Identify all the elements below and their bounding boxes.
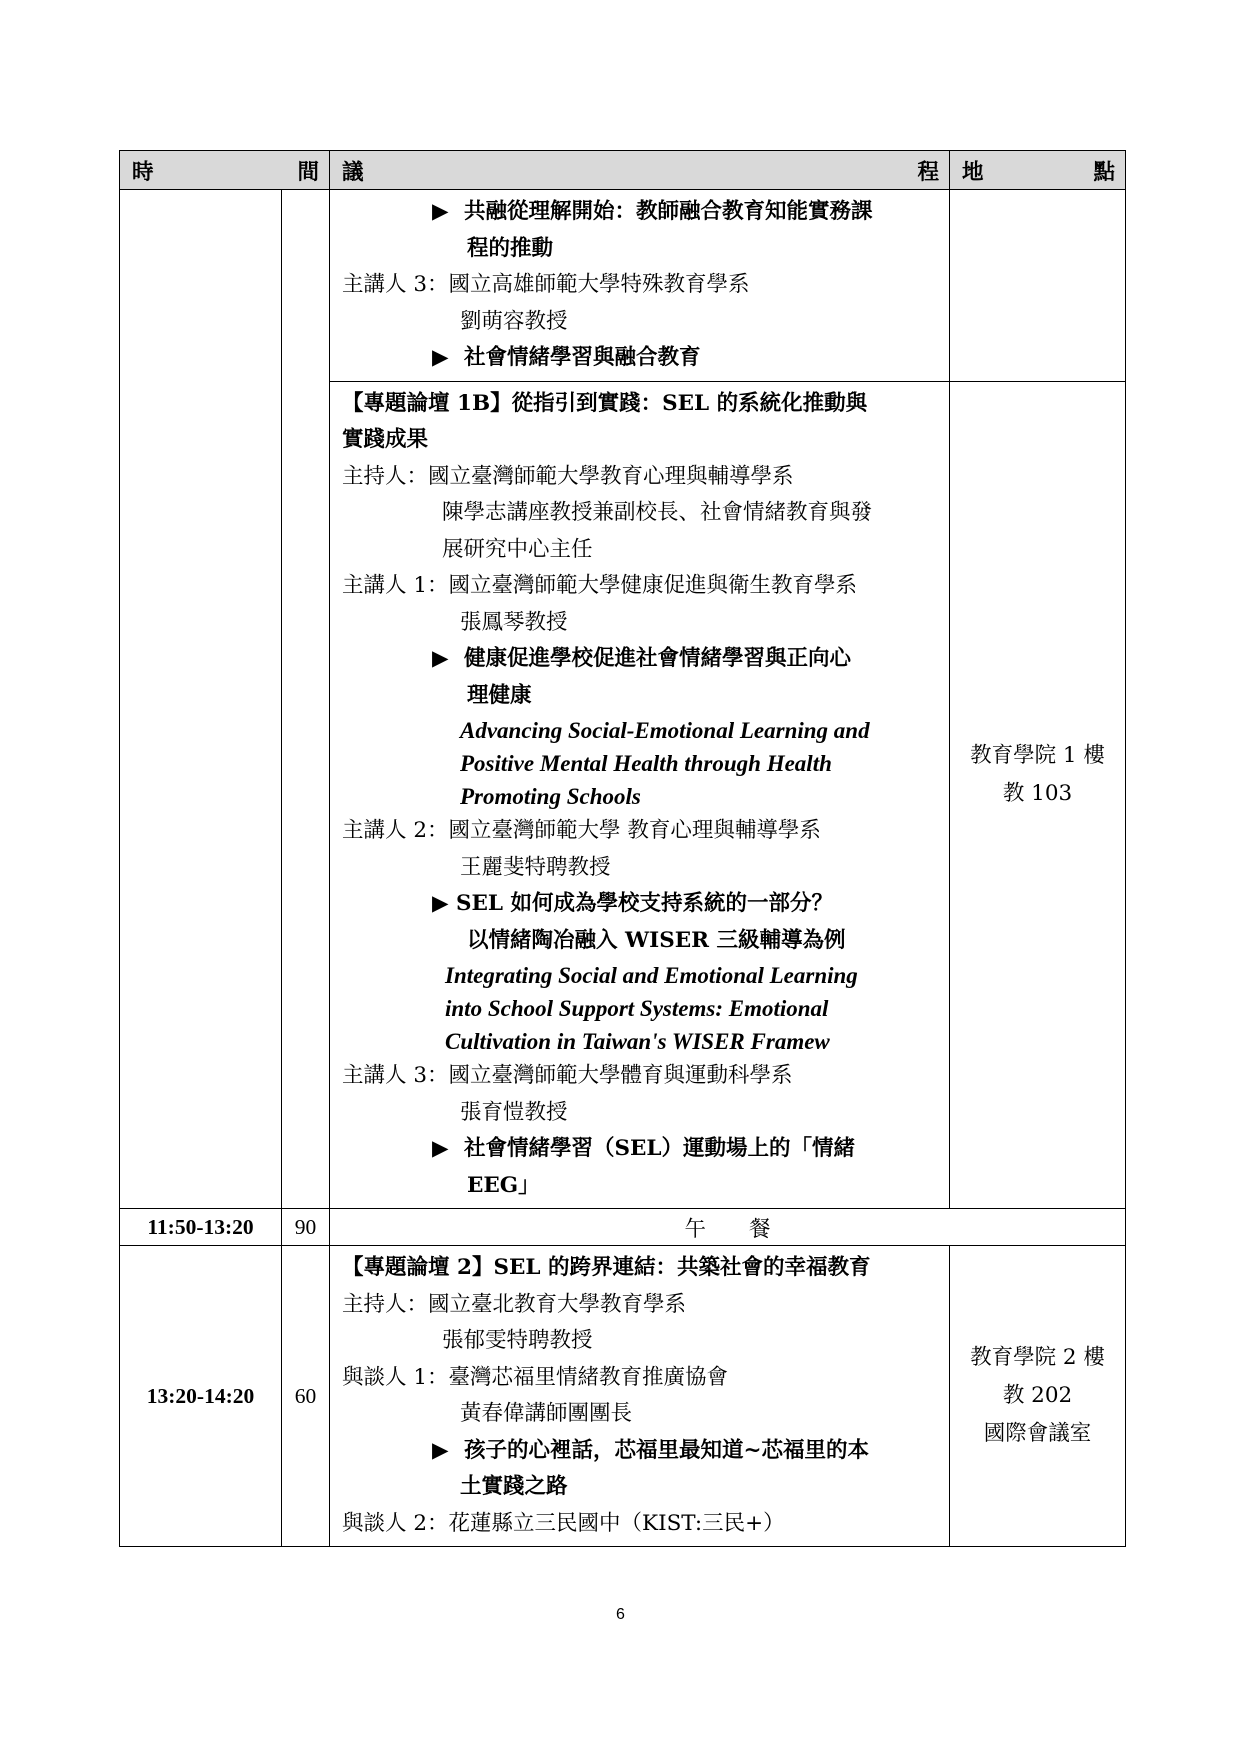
english-topic-line: Promoting Schools [460,784,641,809]
agenda-cell-continued [330,190,950,382]
english-topic-line: Integrating Social and Emotional Learning [445,963,858,988]
location-line: 教育學院 1 樓 [970,742,1105,768]
bullet-icon: ▶ [432,199,449,224]
agenda-topic-line: 以情緒陶冶融入 WISER 三級輔導為例 [467,927,846,953]
speaker-name: 劉萌容教授 [460,308,568,334]
bullet-icon: ▶ [432,1437,449,1463]
speaker-label: 主講人 3：國立臺灣師範大學體育與運動科學系 [342,1063,793,1088]
agenda-topic-line: 健康促進學校促進社會情緒學習與正向心 [464,646,852,671]
host-name: 張郁雯特聘教授 [442,1328,593,1353]
agenda-topic-line: SEL 如何成為學校支持系統的一部分？ [456,891,834,916]
agenda-topic-line: 土實踐之路 [460,1474,568,1499]
host-title-cont: 展研究中心主任 [442,536,593,562]
agenda-topic-line: 程的推動 [467,235,554,261]
agenda-topic-line: 社會情緒學習（SEL）運動場上的「情緒 [464,1136,856,1161]
panelist-name: 黃春偉講師團團長 [460,1401,633,1426]
speaker-label: 主講人 3：國立高雄師範大學特殊教育學系 [342,272,750,297]
forum-title: 【專題論壇 1B】從指引到實踐：SEL 的系統化推動與 [342,390,868,416]
location-line: 教育學院 2 樓 [970,1345,1105,1370]
time-value: 13:20-14:20 [120,1246,282,1547]
time-value: 11:50-13:20 [120,1209,282,1246]
minutes-value: 90 [282,1209,330,1246]
schedule-table [119,150,1126,1547]
table-row-forum-2 [120,1246,1126,1547]
location-cell-forum-2 [950,1246,1126,1547]
location-cell-empty [950,190,1126,382]
agenda-topic-line: 共融從理解開始：教師融合教育知能實務課 [464,199,873,224]
agenda-topic-line: 理健康 [467,682,532,708]
agenda-topic-title [342,886,939,923]
header-location-char1: 地 [962,159,984,185]
agenda-topic-line: EEG」 [467,1172,540,1198]
speaker-name: 張鳳琴教授 [460,609,568,635]
header-location [950,151,1126,190]
header-agenda-char2: 程 [917,159,939,185]
forum-title: 【專題論壇 2】SEL 的跨界連結：共築社會的幸福教育 [342,1255,871,1280]
location-line: 教 103 [1002,780,1073,806]
agenda-topic-line: 社會情緒學習與融合教育 [464,345,701,370]
table-row-lunch [120,1209,1126,1246]
header-row [120,151,1126,190]
agenda-cell-forum-2 [330,1246,950,1547]
agenda-topic-title [342,194,939,231]
table-row-continued [120,190,1126,382]
english-topic-line: Positive Mental Health through Health [460,751,832,776]
location-line: 教 202 [1002,1383,1073,1408]
speaker-label: 主講人 1：國立臺灣師範大學健康促進與衛生教育學系 [342,573,858,598]
host-label: 主持人：國立臺北教育大學教育學系 [342,1291,687,1317]
panelist-label: 與談人 1：臺灣芯福里情緒教育推廣協會 [342,1364,729,1390]
header-time-char1: 時 [132,159,154,185]
header-agenda [330,151,950,190]
english-topic-line: Advancing Social-Emotional Learning and [460,718,870,743]
page-number: 6 [616,1606,625,1623]
bullet-icon: ▶ [432,646,449,671]
agenda-topic-title [342,1433,939,1470]
host-title: 陳學志講座教授兼副校長、社會情緒教育與發 [442,500,873,525]
speaker-label: 主講人 2：國立臺灣師範大學 教育心理與輔導學系 [342,818,821,843]
time-cell-empty [120,190,282,1209]
agenda-cell-forum-1b [330,381,950,1209]
header-time-char2: 間 [297,159,319,185]
location-line: 國際會議室 [983,1421,1092,1446]
minutes-cell-empty [282,190,330,1209]
english-topic-line: Cultivation in Taiwan's WISER Framew [445,1029,830,1054]
forum-title-cont: 實踐成果 [342,427,429,452]
location-cell-forum-1b [950,381,1126,1209]
panelist-label: 與談人 2：花蓮縣立三民國中（KIST:三民+） [342,1510,785,1536]
english-topic-line: into School Support Systems: Emotional [445,996,829,1021]
minutes-value: 60 [282,1246,330,1547]
agenda-topic-title [342,641,939,678]
lunch-label: 午 餐 [330,1209,1126,1246]
speaker-name: 王麗斐特聘教授 [460,854,611,880]
bullet-icon: ▶ [432,345,449,370]
speaker-name: 張育愷教授 [460,1099,568,1125]
agenda-topic-title [342,340,939,377]
header-location-char2: 點 [1093,159,1115,185]
bullet-icon: ▶ [432,1136,449,1161]
host-label: 主持人：國立臺灣師範大學教育心理與輔導學系 [342,463,794,489]
agenda-topic-title [342,1131,939,1168]
agenda-topic-line: 孩子的心裡話，芯福里最知道~芯福里的本 [464,1437,870,1463]
bullet-icon: ▶ [432,891,449,916]
header-time [120,151,330,190]
header-agenda-char1: 議 [342,159,364,185]
